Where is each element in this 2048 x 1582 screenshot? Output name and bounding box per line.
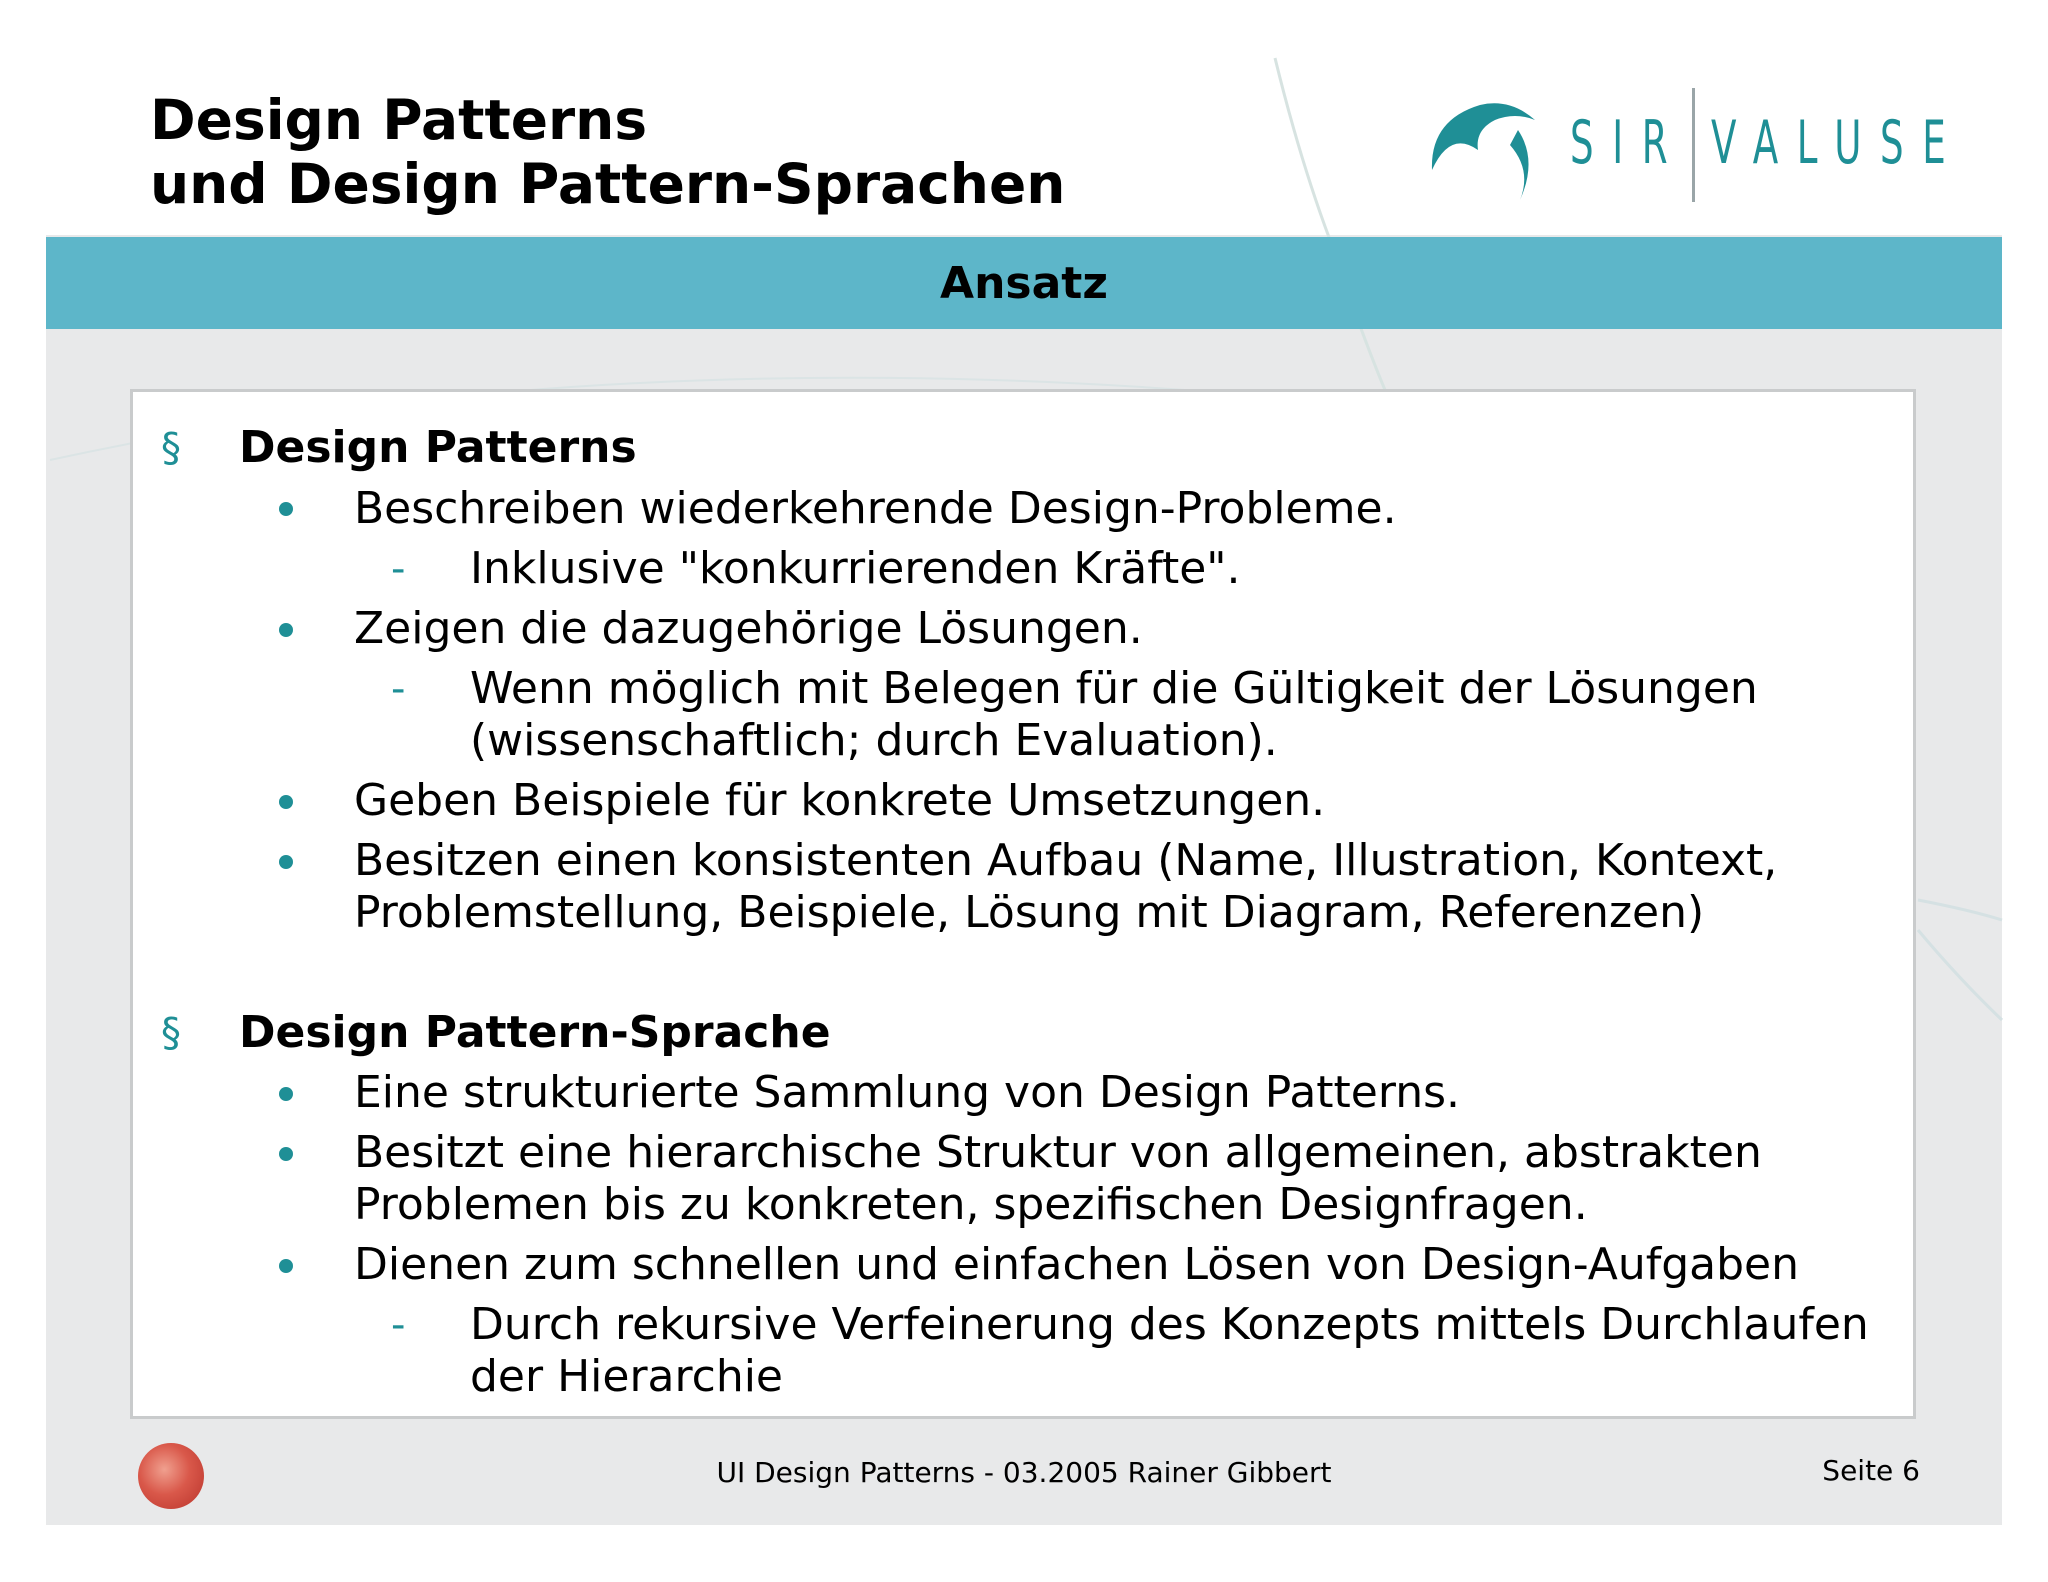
- bullet-icon: [279, 623, 293, 637]
- list-item: Dienen zum schnellen und einfachen Lösen von Design-Aufgaben: [354, 1239, 1799, 1290]
- sub-list-item-line-2: der Hierarchie: [470, 1351, 784, 1402]
- section-marker: §: [161, 1010, 181, 1056]
- list-item: Zeigen die dazugehörige Lösungen.: [354, 603, 1143, 654]
- list-item: Beschreiben wiederkehrende Design-Probleme.: [354, 483, 1397, 534]
- sub-list-item-line-1: Wenn möglich mit Belegen für die Gültigkeit der Lösungen: [470, 663, 1758, 714]
- dash-icon: -: [391, 546, 406, 592]
- dash-icon: -: [391, 1302, 406, 1348]
- bullet-icon: [279, 795, 293, 809]
- footer-text: UI Design Patterns - 03.2005 Rainer Gibbert: [716, 1456, 1332, 1489]
- list-item-line-1: Besitzt eine hierarchische Struktur von allgemeinen, abstrakten: [354, 1127, 1762, 1178]
- bullet-icon: [279, 1259, 293, 1273]
- list-item-line-2: Problemstellung, Beispiele, Lösung mit Diagram, Referenzen): [354, 887, 1705, 938]
- content-box: [130, 389, 1916, 1419]
- bullet-icon: [279, 855, 293, 869]
- title-line-2: und Design Pattern-Sprachen: [150, 152, 1066, 216]
- logo-text-left: SIR: [1570, 108, 1687, 178]
- title-line-1: Design Patterns: [150, 88, 648, 152]
- page-number: Seite 6: [1822, 1454, 1920, 1487]
- list-item: Eine strukturierte Sammlung von Design Patterns.: [354, 1067, 1460, 1118]
- list-item-line-1: Besitzen einen konsistenten Aufbau (Name, Illustration, Kontext,: [354, 835, 1778, 886]
- sub-list-item: Inklusive "konkurrierenden Kräfte".: [470, 543, 1241, 594]
- logo-text: [1570, 108, 1964, 178]
- sub-list-item-line-2: (wissenschaftlich; durch Evaluation).: [470, 715, 1278, 766]
- slide-title: [150, 88, 1065, 216]
- bullet-icon: [279, 1147, 293, 1161]
- bullet-icon: [279, 502, 293, 516]
- sub-list-item-line-1: Durch rekursive Verfeinerung des Konzepts mittels Durchlaufen: [470, 1299, 1869, 1350]
- bullet-icon: [279, 1087, 293, 1101]
- section-heading: Design Pattern-Sprache: [239, 1007, 831, 1058]
- section-heading: Design Patterns: [239, 422, 637, 473]
- list-item-line-2: Problemen bis zu konkreten, spezifischen Designfragen.: [354, 1179, 1588, 1230]
- logo-text-right: VALUSE: [1711, 108, 1965, 178]
- sirvaluse-logo: [1420, 82, 1965, 212]
- section-marker: §: [161, 425, 181, 471]
- logo-swirl-icon: [1420, 90, 1550, 210]
- section-banner: [46, 237, 2002, 329]
- banner-title: Ansatz: [940, 257, 1108, 309]
- dash-icon: -: [391, 666, 406, 712]
- list-item: Geben Beispiele für konkrete Umsetzungen.: [354, 775, 1326, 826]
